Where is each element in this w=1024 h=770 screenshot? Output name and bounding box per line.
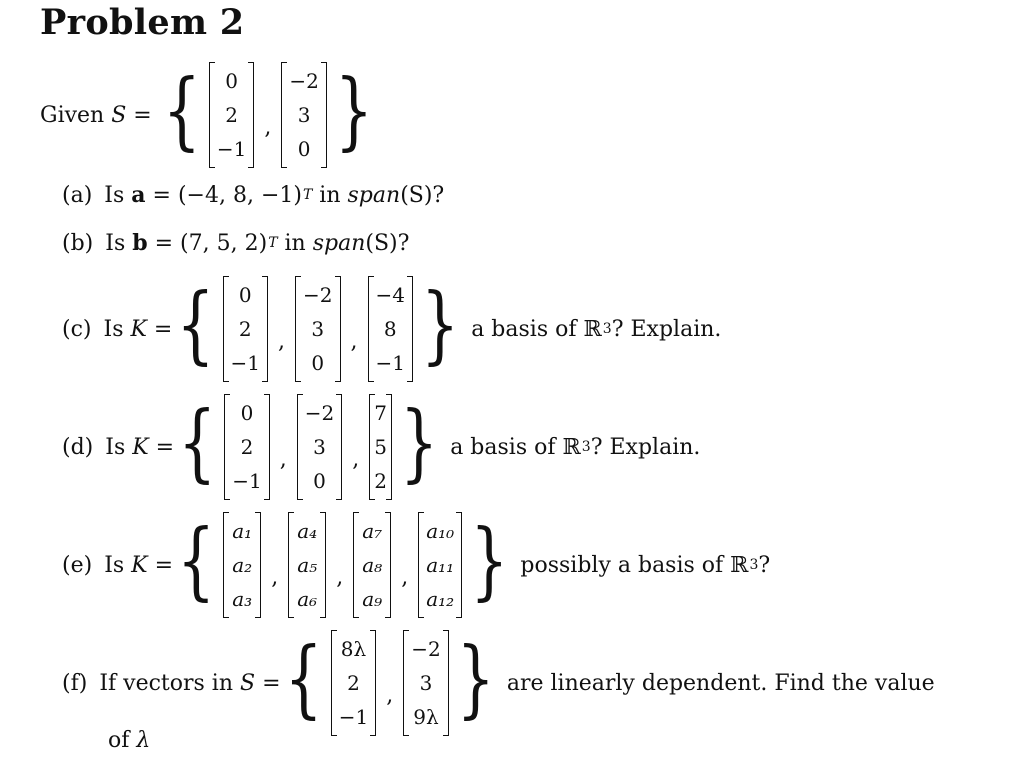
given-line [40, 62, 377, 168]
dimension-sup: 3 [581, 439, 591, 455]
vector-entry: −1 [338, 705, 369, 729]
part-c-after2: ? Explain. [611, 316, 722, 342]
open-brace: { [177, 512, 216, 610]
given-eq: = [126, 102, 159, 128]
vector-entry: −4 [375, 283, 405, 307]
lambda-symbol: λ [136, 728, 151, 753]
set-var: K [130, 316, 147, 342]
open-brace: { [284, 630, 323, 728]
part-label: (a) [62, 182, 93, 208]
vector-entry: −1 [230, 351, 261, 375]
comma: , [401, 564, 409, 590]
part-label: (c) [62, 316, 92, 342]
part-d-eq: = [148, 434, 175, 460]
part-e-eq: = [147, 552, 174, 578]
vector-f-1 [331, 630, 376, 736]
vector-entry: a₆ [297, 587, 318, 611]
span-word: span [347, 182, 401, 208]
set-var: K [132, 434, 149, 460]
set-var: K [131, 552, 148, 578]
vector-entry: 3 [311, 317, 325, 341]
comma: , [278, 328, 286, 354]
part-label: (f) [62, 670, 88, 696]
close-brace: } [334, 62, 374, 160]
part-a-pre: Is [104, 182, 132, 208]
vector-entry: a₈ [362, 553, 383, 577]
vector-entry: 0 [311, 351, 325, 375]
vector-f-2 [403, 630, 448, 736]
comma: , [352, 446, 360, 472]
comma: , [386, 682, 394, 708]
part-d-pre: Is [105, 434, 133, 460]
vector-entry: 2 [347, 671, 360, 695]
part-f [62, 630, 935, 736]
transpose-sup: T [268, 235, 278, 251]
vector-entry: a₁ [232, 519, 253, 543]
part-a-mid: in [312, 182, 348, 208]
vector-c-1 [223, 276, 268, 382]
comma: , [350, 328, 358, 354]
comma: , [336, 564, 344, 590]
vector-entry: a₅ [297, 553, 318, 577]
part-e-after: possibly a basis of ℝ [520, 552, 749, 578]
part-label: (e) [62, 552, 93, 578]
vector-e-4 [418, 512, 462, 618]
vector-entry: a₇ [362, 519, 383, 543]
vector-c-3 [368, 276, 413, 382]
comma: , [264, 114, 272, 140]
vector-d-1 [224, 394, 269, 500]
vector-a-symbol: a [131, 182, 146, 208]
vector-entry: −1 [375, 351, 405, 375]
vector-e-3 [353, 512, 391, 618]
vector-entry: 2 [374, 469, 387, 493]
vector-entry: 0 [313, 469, 326, 493]
part-d-after: a basis of ℝ [450, 434, 581, 460]
part-d-after2: ? Explain. [590, 434, 701, 460]
vector-entry: a₁₁ [426, 553, 455, 577]
vector-b-symbol: b [132, 230, 148, 256]
vector-entry: 3 [297, 103, 311, 127]
comma: , [279, 446, 287, 472]
part-a-eq: = (−4, 8, −1) [145, 182, 302, 208]
comma: , [271, 564, 279, 590]
part-label: (b) [62, 230, 94, 256]
part-c-after: a basis of ℝ [471, 316, 602, 342]
close-brace: } [470, 512, 509, 610]
part-f-pre: If vectors in [99, 670, 240, 696]
vector-entry: 2 [240, 435, 254, 459]
vector-entry: 0 [297, 137, 311, 161]
part-e-after2: ? [758, 552, 771, 578]
vector-entry: a₄ [297, 519, 318, 543]
vector-entry: −2 [411, 637, 441, 661]
vector-entry: a₂ [232, 553, 253, 577]
transpose-sup: T [302, 187, 313, 203]
vector-entry: a₉ [362, 587, 383, 611]
vector-given-1 [209, 62, 254, 168]
vector-entry: −1 [216, 137, 247, 161]
vector-entry: 7 [374, 401, 387, 425]
vector-entry: 3 [313, 435, 326, 459]
vector-given-2 [281, 62, 326, 168]
part-label: (d) [62, 434, 94, 460]
open-brace: { [176, 276, 215, 374]
part-f-after: are linearly dependent. Find the value [506, 670, 935, 696]
close-brace: } [421, 276, 460, 374]
vector-c-2 [295, 276, 340, 382]
given-var: S [111, 102, 127, 128]
part-b-arg: (S)? [365, 230, 410, 256]
close-brace: } [456, 630, 495, 728]
vector-entry: a₁₀ [426, 519, 455, 543]
vector-entry: 2 [238, 317, 252, 341]
part-c [62, 276, 721, 382]
part-b-mid: in [277, 230, 313, 256]
open-brace: { [162, 62, 201, 160]
part-b [62, 230, 409, 256]
dimension-sup: 3 [602, 321, 612, 337]
part-f-eq: = [255, 670, 281, 696]
set-var: S [240, 670, 256, 696]
vector-d-3 [369, 394, 392, 500]
vector-entry: a₃ [232, 587, 253, 611]
vector-entry: −2 [289, 69, 319, 93]
vector-d-2 [297, 394, 342, 500]
part-b-pre: Is [105, 230, 133, 256]
part-b-eq: = (7, 5, 2) [147, 230, 268, 256]
vector-entry: 0 [238, 283, 252, 307]
part-c-eq: = [146, 316, 173, 342]
vector-e-2 [288, 512, 326, 618]
vector-entry: −2 [303, 283, 333, 307]
vector-entry: 9λ [413, 705, 439, 729]
vector-entry: 8λ [340, 637, 367, 661]
part-e-pre: Is [104, 552, 132, 578]
vector-entry: 5 [374, 435, 387, 459]
vector-entry: 3 [419, 671, 433, 695]
span-word: span [312, 230, 366, 256]
open-brace: { [178, 394, 217, 492]
part-e [62, 512, 770, 618]
vector-entry: 0 [225, 69, 239, 93]
part-f-line2: of [108, 728, 137, 753]
vector-entry: 8 [383, 317, 397, 341]
problem-title: Problem 2 [40, 2, 245, 43]
vector-entry: a₁₂ [426, 587, 455, 611]
part-f-continuation [108, 728, 150, 753]
given-prefix: Given [40, 102, 112, 128]
vector-entry: 2 [225, 103, 239, 127]
part-c-pre: Is [103, 316, 131, 342]
vector-entry: −1 [232, 469, 262, 493]
vector-entry: 0 [240, 401, 254, 425]
close-brace: } [400, 394, 439, 492]
part-d [62, 394, 700, 500]
dimension-sup: 3 [749, 557, 759, 573]
vector-entry: −2 [304, 401, 335, 425]
part-a [62, 182, 444, 208]
part-a-arg: (S)? [400, 182, 445, 208]
vector-e-1 [223, 512, 261, 618]
